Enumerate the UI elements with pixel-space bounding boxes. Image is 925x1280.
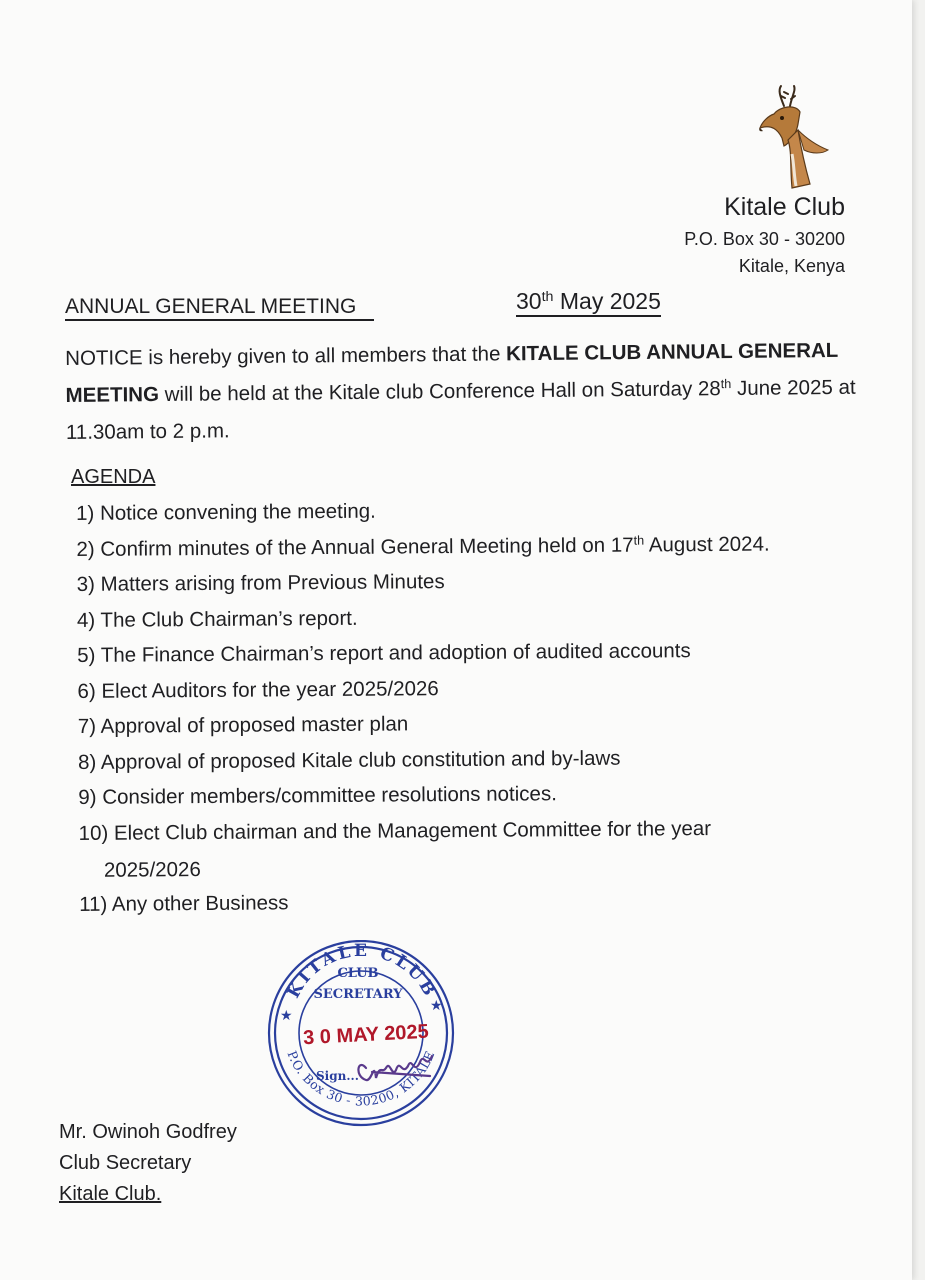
notice-paragraph: NOTICE is hereby given to all members that the KITALE CLUB ANNUAL GENERAL MEETING will be held at the Kitale club Conference Hall on Saturday 28th June 2025 at 11.30am to 2 p.m. [65,338,856,444]
agenda-item: 1) Notice convening the meeting. [76,499,376,525]
star-icon: ★ [430,997,443,1013]
stamp-sign-label: Sign... [316,1069,359,1083]
stamp-arc-top: KITALE CLUB [283,940,441,1002]
po-box: P.O. Box 30 - 30200 [684,229,845,249]
agenda-item: 10) Elect Club chairman and the Management Committee for the year 2025/2026 [78,816,712,882]
club-secretary-stamp [262,940,460,1130]
agenda-item: 2) Confirm minutes of the Annual General Meeting held on 17th August 2024. [76,532,770,561]
stamp-arc-bottom: P.O. Box 30 - 30200, KITALE [284,1048,438,1109]
agenda-heading: AGENDA [71,466,156,488]
agenda-item: 5) The Finance Chairman’s report and adoption of audited accounts [77,639,691,667]
agenda-item: 3) Matters arising from Previous Minutes [76,570,445,596]
antelope-logo [752,84,832,190]
star-icon: ★ [280,1007,293,1023]
club-name: Kitale Club [724,193,845,221]
stamp-date: 3 0 MAY 2025 [302,1020,430,1050]
signatory-club: Kitale Club. [59,1183,162,1205]
agenda-item: 6) Elect Auditors for the year 2025/2026 [77,676,439,703]
agenda-item: 8) Approval of proposed Kitale club constitution and by-laws [77,746,621,774]
signatory-name: Mr. Owinoh Godfrey [59,1121,237,1143]
agenda-list [76,494,899,926]
document-date: 30th May 2025 [516,288,661,317]
agenda-item: 11) Any other Business [79,890,289,916]
agenda-item: 9) Consider members/committee resolutions notices. [78,782,557,809]
stamp-line-club: CLUB [337,966,379,981]
town: Kitale, Kenya [738,256,845,276]
notice-bold-title: KITALE CLUB ANNUAL GENERAL MEETING [65,338,839,407]
agenda-item: 4) The Club Chairman’s report. [76,606,358,632]
signatory-title: Club Secretary [59,1152,192,1174]
stamp-line-secretary: SECRETARY [313,987,403,1002]
agenda-item: 7) Approval of proposed master plan [77,712,409,738]
meeting-title: ANNUAL GENERAL MEETING [65,295,374,321]
signatory-block [59,1117,237,1210]
